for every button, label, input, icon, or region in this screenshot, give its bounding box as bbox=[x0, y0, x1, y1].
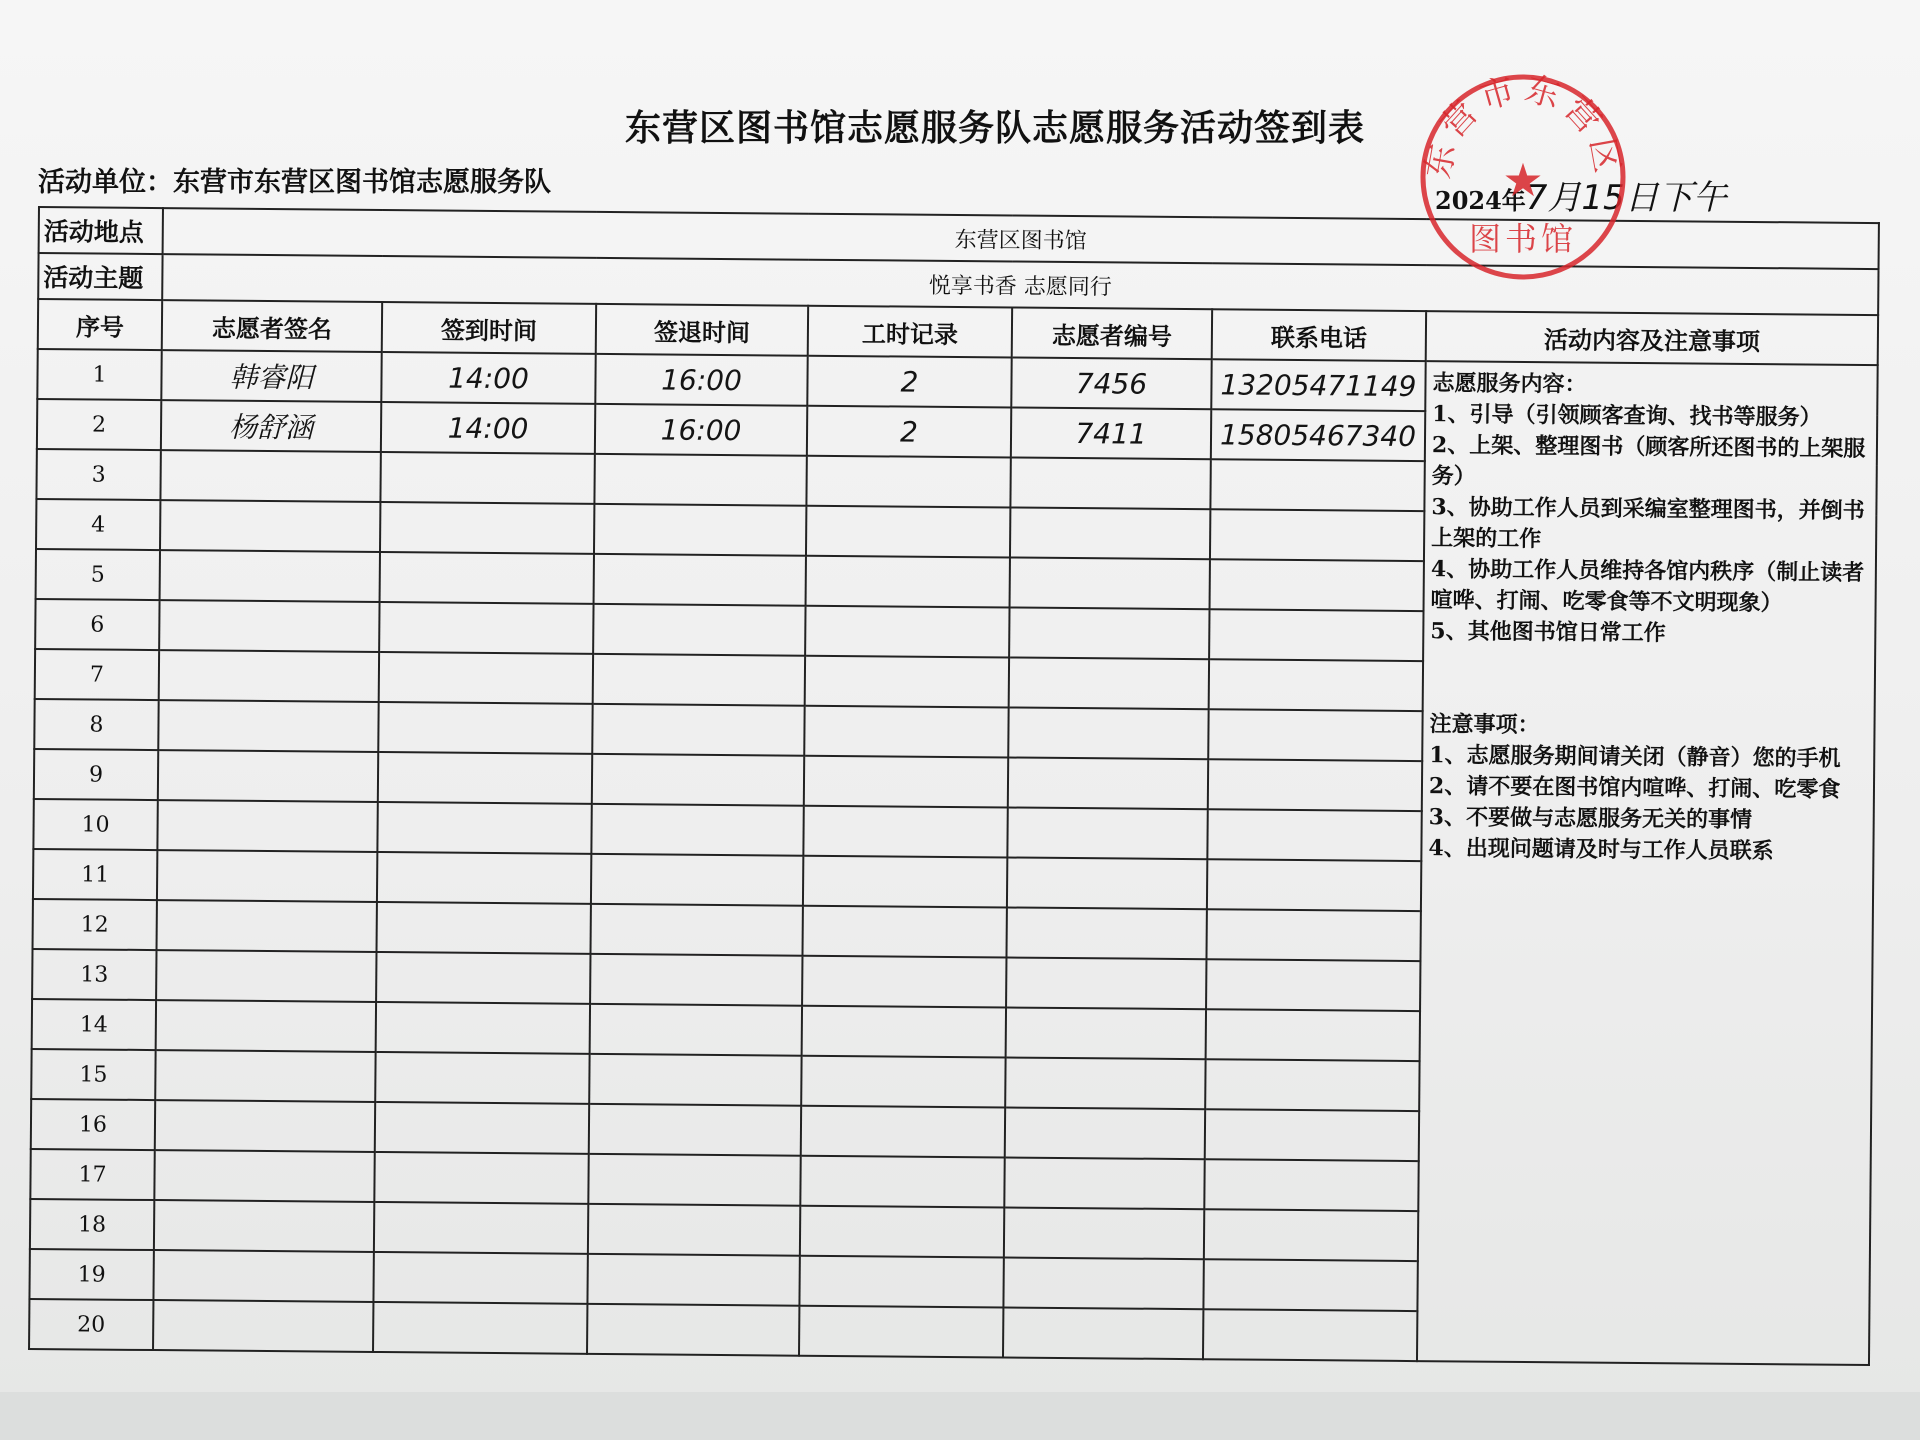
cell-phone[interactable] bbox=[1208, 759, 1422, 811]
cell-phone[interactable] bbox=[1206, 1009, 1420, 1061]
cell-no[interactable]: 8 bbox=[34, 699, 158, 750]
cell-signature[interactable] bbox=[153, 1250, 373, 1302]
cell-hours[interactable] bbox=[800, 1206, 1004, 1258]
cell-hours[interactable] bbox=[806, 556, 1010, 608]
cell-checkin[interactable]: 14:00 bbox=[381, 352, 595, 404]
cell-phone[interactable] bbox=[1210, 459, 1424, 511]
notes-caution-item: 4、出现问题请及时与工作人员联系 bbox=[1428, 835, 1774, 865]
cell-no[interactable]: 20 bbox=[29, 1299, 153, 1350]
header-no: 序号 bbox=[38, 299, 162, 350]
cell-phone[interactable] bbox=[1204, 1159, 1418, 1211]
cell-phone[interactable] bbox=[1209, 609, 1423, 661]
notes-content-item: 4、协助工作人员维持各馆内秩序（制止读者喧哗、打闹、吃零食等不文明现象） bbox=[1430, 556, 1865, 617]
cell-no[interactable]: 15 bbox=[31, 1049, 155, 1100]
notes-content-item: 5、其他图书馆日常工作 bbox=[1430, 618, 1666, 647]
cell-no[interactable]: 5 bbox=[36, 549, 160, 600]
notes-content-item: 2、上架、整理图书（顾客所还图书的上架服务） bbox=[1431, 432, 1866, 490]
cell-no[interactable]: 17 bbox=[30, 1149, 154, 1200]
cell-checkin[interactable] bbox=[380, 552, 594, 604]
cell-checkin[interactable] bbox=[380, 502, 594, 554]
cell-hours[interactable] bbox=[799, 1306, 1003, 1358]
cell-checkin[interactable] bbox=[377, 802, 591, 854]
notes-spacer bbox=[1430, 647, 1869, 713]
notes-cell bbox=[1417, 361, 1878, 1365]
cell-phone[interactable] bbox=[1203, 1259, 1417, 1311]
activity-unit: 活动单位：东营市东营区图书馆志愿服务队 bbox=[38, 167, 551, 198]
cell-no[interactable]: 1 bbox=[37, 349, 161, 400]
cell-signature[interactable] bbox=[158, 750, 378, 802]
cell-hours[interactable] bbox=[802, 1006, 1006, 1058]
cell-volunteer-id[interactable] bbox=[1005, 1107, 1205, 1159]
cell-checkout[interactable] bbox=[592, 704, 804, 756]
cell-volunteer-id[interactable] bbox=[1010, 507, 1210, 559]
cell-no[interactable]: 3 bbox=[36, 449, 160, 500]
cell-phone[interactable] bbox=[1203, 1309, 1417, 1361]
cell-no[interactable]: 6 bbox=[35, 599, 159, 650]
cell-checkout[interactable] bbox=[591, 804, 803, 856]
cell-no[interactable]: 18 bbox=[30, 1199, 154, 1250]
cell-phone[interactable] bbox=[1210, 509, 1424, 561]
cell-signature[interactable]: 杨舒涵 bbox=[161, 400, 381, 452]
cell-checkout[interactable] bbox=[589, 1104, 801, 1156]
cell-signature[interactable] bbox=[157, 800, 377, 852]
header-phone: 联系电话 bbox=[1212, 309, 1426, 361]
cell-hours[interactable]: 2 bbox=[807, 356, 1011, 408]
cell-phone[interactable] bbox=[1207, 809, 1421, 861]
cell-hours[interactable] bbox=[801, 1056, 1005, 1108]
cell-hours[interactable] bbox=[804, 756, 1008, 808]
notes-caution-item: 1、志愿服务期间请关闭（静音）您的手机 bbox=[1429, 742, 1841, 772]
cell-checkout[interactable] bbox=[588, 1204, 800, 1256]
cell-hours[interactable] bbox=[803, 856, 1007, 908]
cell-volunteer-id[interactable] bbox=[1006, 1007, 1206, 1059]
cell-volunteer-id[interactable] bbox=[1006, 907, 1206, 959]
cell-phone[interactable]: 15805467340 bbox=[1211, 409, 1425, 461]
cell-phone[interactable] bbox=[1210, 559, 1424, 611]
cell-signature[interactable] bbox=[155, 1050, 375, 1102]
cell-phone[interactable] bbox=[1208, 709, 1422, 761]
cell-signature[interactable] bbox=[158, 700, 378, 752]
cell-volunteer-id[interactable] bbox=[1008, 707, 1208, 759]
cell-phone[interactable] bbox=[1206, 959, 1420, 1011]
cell-volunteer-id[interactable] bbox=[1009, 607, 1209, 659]
header-volunteer-id: 志愿者编号 bbox=[1012, 308, 1212, 360]
cell-checkout[interactable] bbox=[593, 604, 805, 656]
cell-signature[interactable] bbox=[154, 1200, 374, 1252]
cell-volunteer-id[interactable] bbox=[1009, 657, 1209, 709]
cell-no[interactable]: 16 bbox=[31, 1099, 155, 1150]
cell-checkin[interactable] bbox=[380, 452, 594, 504]
cell-checkout[interactable] bbox=[590, 954, 802, 1006]
page-title: 东营区图书馆志愿服务队志愿服务活动签到表 bbox=[624, 107, 1365, 149]
paper-edge bbox=[0, 1392, 1920, 1440]
svg-text:★: ★ bbox=[1502, 153, 1544, 207]
theme-value: 悦享书香 志愿同行 bbox=[162, 254, 1878, 315]
cell-checkout[interactable] bbox=[589, 1054, 801, 1106]
cell-volunteer-id[interactable] bbox=[1003, 1257, 1203, 1309]
notes-caution-item: 3、不要做与志愿服务无关的事情 bbox=[1428, 804, 1753, 833]
cell-volunteer-id[interactable] bbox=[1006, 957, 1206, 1009]
cell-hours[interactable] bbox=[801, 1106, 1005, 1158]
notes-content-title: 志愿服务内容： bbox=[1432, 370, 1587, 398]
cell-checkin[interactable] bbox=[376, 1002, 590, 1054]
cell-volunteer-id[interactable] bbox=[1004, 1157, 1204, 1209]
cell-hours[interactable] bbox=[803, 806, 1007, 858]
cell-signature[interactable] bbox=[157, 900, 377, 952]
cell-checkin[interactable] bbox=[374, 1202, 588, 1254]
cell-checkout[interactable] bbox=[592, 754, 804, 806]
cell-volunteer-id[interactable] bbox=[1004, 1207, 1204, 1259]
date-handwritten: 7月15日下午 bbox=[1525, 178, 1727, 218]
cell-no[interactable]: 2 bbox=[37, 399, 161, 450]
cell-signature[interactable] bbox=[159, 600, 379, 652]
cell-checkin[interactable] bbox=[378, 702, 592, 754]
cell-no[interactable]: 7 bbox=[35, 649, 159, 700]
cell-hours[interactable] bbox=[802, 906, 1006, 958]
cell-phone[interactable] bbox=[1209, 659, 1423, 711]
cell-checkout[interactable] bbox=[594, 454, 806, 506]
cell-hours[interactable] bbox=[804, 706, 1008, 758]
cell-checkin[interactable]: 14:00 bbox=[381, 402, 595, 454]
notes-content-item: 3、协助工作人员到采编室整理图书，并倒书上架的工作 bbox=[1431, 494, 1865, 553]
cell-checkin[interactable] bbox=[374, 1152, 588, 1204]
cell-checkin[interactable] bbox=[377, 852, 591, 904]
cell-checkout[interactable] bbox=[591, 854, 803, 906]
cell-checkout[interactable] bbox=[587, 1254, 799, 1306]
cell-checkin[interactable] bbox=[375, 1102, 589, 1154]
cell-no[interactable]: 14 bbox=[32, 999, 156, 1050]
cell-hours[interactable] bbox=[800, 1156, 1004, 1208]
cell-volunteer-id[interactable] bbox=[1010, 457, 1210, 509]
cell-no[interactable]: 11 bbox=[33, 849, 157, 900]
cell-hours[interactable] bbox=[806, 456, 1010, 508]
cell-checkout[interactable] bbox=[587, 1304, 799, 1356]
cell-volunteer-id[interactable] bbox=[1005, 1057, 1205, 1109]
cell-volunteer-id[interactable] bbox=[1008, 757, 1208, 809]
cell-phone[interactable] bbox=[1206, 909, 1420, 961]
cell-signature[interactable]: 韩睿阳 bbox=[161, 350, 381, 402]
cell-volunteer-id[interactable] bbox=[1007, 857, 1207, 909]
cell-checkin[interactable] bbox=[376, 952, 590, 1004]
cell-hours[interactable] bbox=[806, 506, 1010, 558]
cell-volunteer-id[interactable]: 7456 bbox=[1011, 358, 1211, 410]
cell-signature[interactable] bbox=[160, 550, 380, 602]
date-year: 2024年 bbox=[1435, 186, 1526, 215]
cell-hours[interactable] bbox=[802, 956, 1006, 1008]
cell-signature[interactable] bbox=[160, 500, 380, 552]
header-notes: 活动内容及注意事项 bbox=[1426, 311, 1878, 365]
cell-checkout[interactable]: 16:00 bbox=[595, 354, 807, 406]
cell-checkin[interactable] bbox=[378, 752, 592, 804]
cell-no[interactable]: 13 bbox=[32, 949, 156, 1000]
cell-phone[interactable] bbox=[1205, 1109, 1419, 1161]
cell-hours[interactable] bbox=[805, 606, 1009, 658]
cell-phone[interactable] bbox=[1207, 859, 1421, 911]
cell-no[interactable]: 12 bbox=[33, 899, 157, 950]
cell-no[interactable]: 9 bbox=[34, 749, 158, 800]
cell-hours[interactable]: 2 bbox=[807, 406, 1011, 458]
cell-checkin[interactable] bbox=[373, 1252, 587, 1304]
cell-signature[interactable] bbox=[157, 850, 377, 902]
cell-volunteer-id[interactable] bbox=[1010, 557, 1210, 609]
cell-checkin[interactable] bbox=[379, 602, 593, 654]
cell-checkin[interactable] bbox=[379, 652, 593, 704]
cell-volunteer-id[interactable]: 7411 bbox=[1011, 408, 1211, 460]
cell-checkout[interactable] bbox=[590, 1004, 802, 1056]
cell-hours[interactable] bbox=[799, 1256, 1003, 1308]
sign-date bbox=[1435, 170, 1727, 219]
svg-text:图书馆: 图书馆 bbox=[1468, 220, 1578, 258]
header-checkout: 签退时间 bbox=[596, 304, 808, 356]
cell-signature[interactable] bbox=[154, 1150, 374, 1202]
cell-no[interactable]: 10 bbox=[33, 799, 157, 850]
cell-phone[interactable] bbox=[1205, 1059, 1419, 1111]
cell-checkout[interactable] bbox=[588, 1154, 800, 1206]
cell-checkout[interactable]: 16:00 bbox=[595, 404, 807, 456]
cell-checkout[interactable] bbox=[593, 654, 805, 706]
cell-phone[interactable] bbox=[1204, 1209, 1418, 1261]
notes-caution-title: 注意事项： bbox=[1429, 711, 1540, 739]
cell-checkout[interactable] bbox=[590, 904, 802, 956]
cell-volunteer-id[interactable] bbox=[1003, 1307, 1203, 1359]
cell-signature[interactable] bbox=[156, 950, 376, 1002]
cell-checkout[interactable] bbox=[594, 554, 806, 606]
cell-volunteer-id[interactable] bbox=[1007, 807, 1207, 859]
header-hours: 工时记录 bbox=[808, 306, 1012, 358]
cell-checkin[interactable] bbox=[377, 902, 591, 954]
notes-content-item: 1、引导（引领顾客查询、找书等服务） bbox=[1432, 401, 1822, 431]
cell-signature[interactable] bbox=[159, 650, 379, 702]
cell-signature[interactable] bbox=[155, 1100, 375, 1152]
cell-checkin[interactable] bbox=[375, 1052, 589, 1104]
cell-signature[interactable] bbox=[153, 1300, 373, 1352]
cell-hours[interactable] bbox=[805, 656, 1009, 708]
cell-checkout[interactable] bbox=[594, 504, 806, 556]
location-value: 东营区图书馆 bbox=[163, 208, 1879, 269]
theme-label: 活动主题 bbox=[38, 253, 162, 300]
cell-signature[interactable] bbox=[160, 450, 380, 502]
cell-no[interactable]: 4 bbox=[36, 499, 160, 550]
header-name: 志愿者签名 bbox=[162, 300, 382, 352]
cell-no[interactable]: 19 bbox=[29, 1249, 153, 1300]
location-label: 活动地点 bbox=[39, 207, 163, 254]
cell-checkin[interactable] bbox=[373, 1302, 587, 1354]
cell-signature[interactable] bbox=[156, 1000, 376, 1052]
header-checkin: 签到时间 bbox=[382, 302, 596, 354]
notes-caution-item: 2、请不要在图书馆内喧哗、打闹、吃零食 bbox=[1428, 773, 1841, 803]
svg-text:东营市东营区: 东营市东营区 bbox=[1418, 70, 1628, 182]
cell-phone[interactable]: 13205471149 bbox=[1211, 359, 1425, 411]
signin-table bbox=[28, 206, 1880, 1366]
